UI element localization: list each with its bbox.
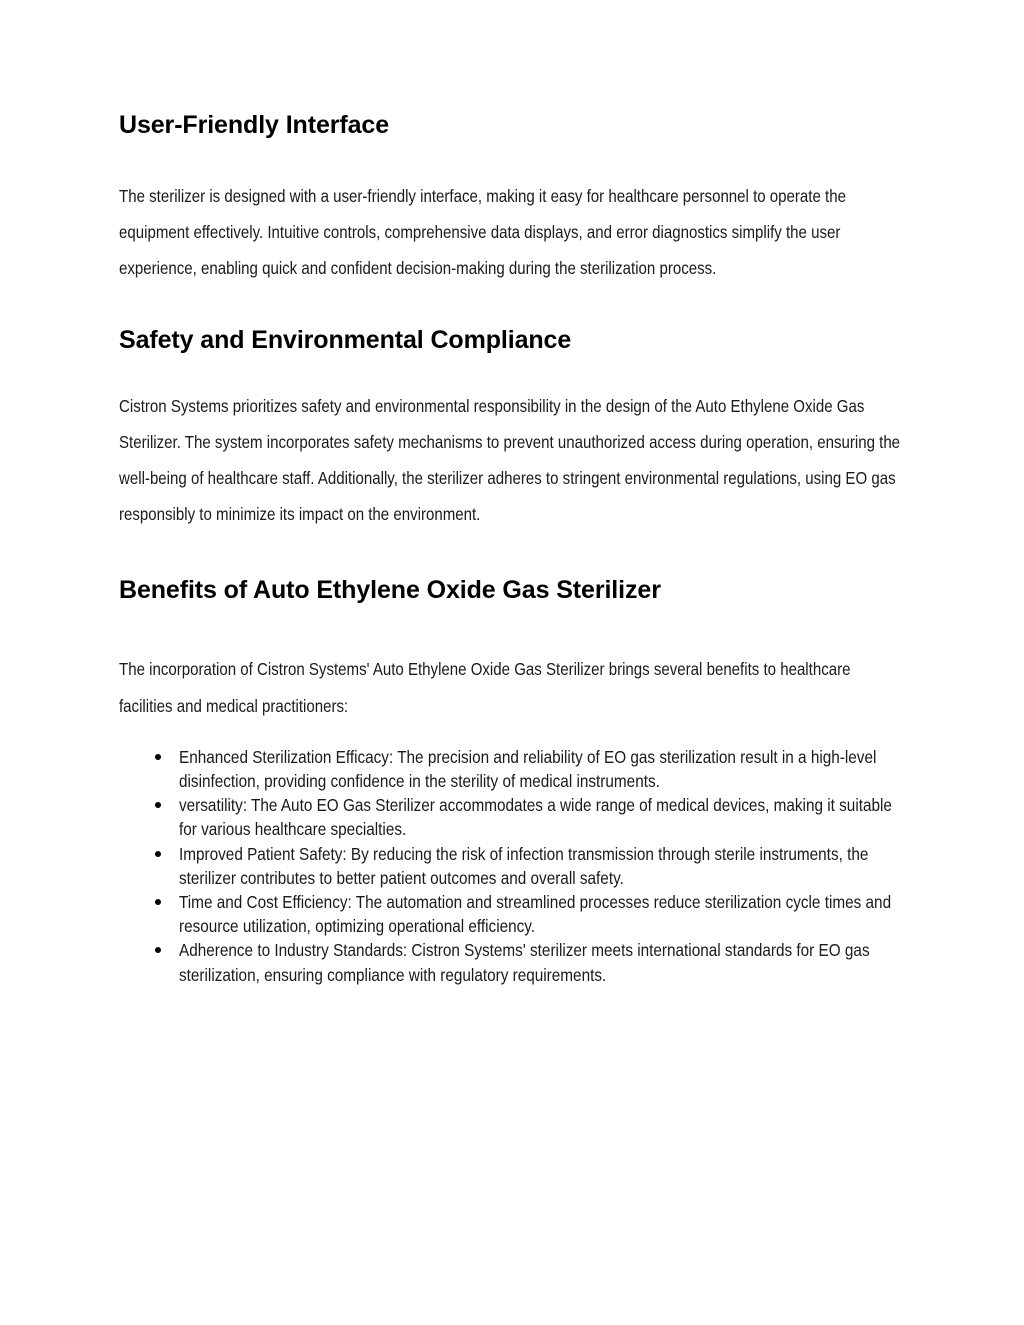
bullet-icon	[155, 947, 161, 953]
spacer	[119, 605, 905, 651]
list-item	[119, 938, 905, 986]
list-item	[119, 745, 905, 793]
section-heading-user-friendly-interface: User-Friendly Interface	[119, 111, 390, 139]
spacer	[119, 724, 905, 745]
list-item-text: versatility: The Auto EO Gas Sterilizer accommodates a wide range of medical devices, making it suitable for various healthcare specialties.	[179, 795, 892, 840]
list-item-text: Adherence to Industry Standards: Cistron Systems' sterilizer meets international standards for EO gas sterilization, ensuring compliance with regulatory requirements.	[179, 940, 870, 985]
spacer	[119, 140, 905, 178]
list-item-text: Improved Patient Safety: By reducing the risk of infection transmission through sterile instruments, the sterilizer contributes to better patient outcomes and overall safety.	[179, 843, 869, 888]
benefits-list	[119, 745, 905, 987]
list-item	[119, 842, 905, 890]
list-item	[119, 890, 905, 938]
bullet-icon	[155, 899, 161, 905]
section-heading-benefits: Benefits of Auto Ethylene Oxide Gas Sterilizer	[119, 576, 661, 605]
section-paragraph-safety-environmental-compliance: Cistron Systems prioritizes safety and environmental responsibility in the design of the Auto Ethylene Oxide Gas Sterilizer. The system incorporates safety mechanisms to prevent unauthorized access during operation, ensuring the well-being of healthcare staff. Additionally, the sterilizer adheres to stringent environmental regulations, using EO gas responsibly to minimize its impact on the environment.	[119, 395, 901, 525]
section-paragraph-user-friendly-interface: The sterilizer is designed with a user-friendly interface, making it easy for healthcare personnel to operate the equipment effectively. Intuitive controls, comprehensive data displays, and error diagnostics simplify the user experience, enabling quick and confident decision-making during the sterilization process.	[119, 186, 846, 279]
list-item-text: Enhanced Sterilization Efficacy: The precision and reliability of EO gas sterilization result in a high-level disinfection, providing confidence in the sterility of medical instruments.	[179, 746, 877, 792]
section-paragraph-benefits-intro: The incorporation of Cistron Systems' Auto Ethylene Oxide Gas Sterilizer brings several benefits to healthcare facilities and medical practitioners:	[119, 659, 851, 716]
document-content	[119, 110, 905, 987]
spacer	[119, 532, 905, 575]
spacer	[119, 355, 905, 388]
section-heading-safety-environmental-compliance: Safety and Environmental Compliance	[119, 325, 572, 354]
spacer	[119, 287, 905, 325]
bullet-icon	[155, 851, 161, 857]
bullet-icon	[155, 754, 161, 760]
list-item-text: Time and Cost Efficiency: The automation and streamlined processes reduce sterilization cycle times and resource utilization, optimizing operational efficiency.	[179, 892, 892, 937]
bullet-icon	[155, 802, 161, 808]
list-item	[119, 793, 905, 841]
